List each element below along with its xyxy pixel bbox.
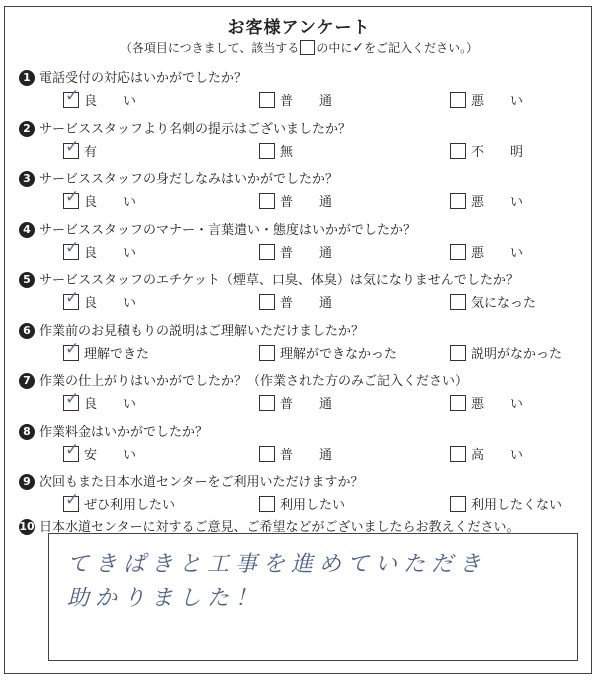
question-7 xyxy=(19,370,468,389)
question-text: サービススタッフの身だしなみはいかがでしたか？ xyxy=(39,172,339,187)
checkbox[interactable] xyxy=(450,496,466,512)
option-label: 理解できた xyxy=(84,346,150,362)
checkbox[interactable] xyxy=(259,395,275,411)
checked-checkbox[interactable] xyxy=(63,496,79,512)
question-5 xyxy=(19,269,519,288)
checkbox[interactable] xyxy=(259,496,275,512)
question-1 xyxy=(19,67,247,86)
checkbox[interactable] xyxy=(259,143,275,159)
question-9-option-3[interactable] xyxy=(450,494,562,513)
checked-checkbox[interactable] xyxy=(63,446,79,462)
checkbox[interactable] xyxy=(450,446,466,462)
question-number-badge: 5 xyxy=(19,272,35,288)
question-2 xyxy=(19,118,351,137)
question-9-option-2[interactable] xyxy=(259,494,345,513)
question-4-option-1[interactable] xyxy=(63,242,136,261)
checkbox[interactable] xyxy=(450,244,466,260)
checked-checkbox[interactable] xyxy=(63,143,79,159)
option-label: 安 い xyxy=(84,447,137,463)
question-1-option-1[interactable] xyxy=(63,90,136,109)
question-text: 電話受付の対応はいかがでしたか？ xyxy=(39,71,248,86)
question-number-badge: 6 xyxy=(19,323,35,339)
option-label: 普 通 xyxy=(280,94,333,109)
question-1-option-2[interactable] xyxy=(259,90,332,109)
checkbox[interactable] xyxy=(450,294,466,310)
question-number-badge: 9 xyxy=(19,474,35,490)
checkbox[interactable] xyxy=(259,345,275,361)
question-8-option-2[interactable] xyxy=(259,444,332,463)
option-label: 普 通 xyxy=(280,296,333,311)
question-2-option-3[interactable] xyxy=(450,141,523,160)
question-number-badge: 10 xyxy=(19,520,35,533)
handwritten-comment-line-1: てきぱきと工事を進めていただき xyxy=(67,552,488,577)
checkbox[interactable] xyxy=(259,92,275,108)
option-label: 不 明 xyxy=(471,144,524,160)
checkbox[interactable] xyxy=(259,244,275,260)
question-5-option-2[interactable] xyxy=(259,292,332,311)
option-label: 悪 い xyxy=(471,397,524,412)
question-text: 日本水道センターに対するご意見、ご希望などがございましたらお教えください。 xyxy=(39,520,520,535)
option-label: 悪 い xyxy=(471,245,524,261)
question-7-option-2[interactable] xyxy=(259,393,332,412)
option-label: 良 い xyxy=(84,296,137,311)
checked-checkbox[interactable] xyxy=(63,92,79,108)
question-5-option-3[interactable] xyxy=(450,292,536,311)
checkbox[interactable] xyxy=(259,446,275,462)
checked-checkbox[interactable] xyxy=(63,345,79,361)
question-text: サービススタッフのエチケット（煙草、口臭、体臭）は気になりませんでしたか？ xyxy=(39,273,519,288)
question-8-option-3[interactable] xyxy=(450,444,523,463)
question-1-option-3[interactable] xyxy=(450,90,523,109)
question-text: 次回もまた日本水道センターをご利用いただけますか？ xyxy=(39,475,364,490)
instruction-line xyxy=(5,39,593,56)
checkbox[interactable] xyxy=(259,294,275,310)
checkbox[interactable] xyxy=(450,193,466,209)
question-3-option-3[interactable] xyxy=(450,191,523,210)
option-label: 有 xyxy=(84,144,98,160)
survey-sheet xyxy=(4,6,592,674)
survey-title: お客様アンケート xyxy=(227,18,371,38)
question-6-option-1[interactable] xyxy=(63,343,149,362)
question-9 xyxy=(19,471,363,490)
option-label: 普 通 xyxy=(280,195,333,210)
instruction-suffix: をご記入ください。） xyxy=(364,41,479,55)
question-3-option-2[interactable] xyxy=(259,191,332,210)
checkbox[interactable] xyxy=(259,193,275,209)
question-6-option-2[interactable] xyxy=(259,343,397,362)
question-text: サービススタッフより名刺の提示はございましたか？ xyxy=(39,121,352,137)
question-text: 作業の仕上がりはいかがでしたか？（作業された方のみご記入ください） xyxy=(39,374,469,389)
option-label: 利用したくない xyxy=(471,498,563,513)
question-text: サービススタッフのマナー・言葉遣い・態度はいかがでしたか？ xyxy=(39,222,417,238)
question-number-badge: 3 xyxy=(19,171,35,187)
option-label: 説明がなかった xyxy=(471,346,563,362)
question-9-option-1[interactable] xyxy=(63,494,175,513)
option-label: 良 い xyxy=(84,195,137,210)
question-6 xyxy=(19,320,364,339)
option-label: 悪 い xyxy=(471,94,524,109)
question-6-option-3[interactable] xyxy=(450,343,562,362)
question-8-option-1[interactable] xyxy=(63,444,136,463)
checkbox[interactable] xyxy=(450,345,466,361)
question-4-option-3[interactable] xyxy=(450,242,523,261)
question-2-option-2[interactable] xyxy=(259,141,293,160)
checkbox[interactable] xyxy=(450,143,466,159)
question-text: 作業前のお見積もりの説明はご理解いただけましたか？ xyxy=(39,323,365,339)
handwritten-comment-line-2: 助かりました！ xyxy=(67,586,264,611)
option-label: 気になった xyxy=(471,296,537,311)
checkbox[interactable] xyxy=(450,92,466,108)
question-8 xyxy=(19,421,208,440)
instruction-mid: の中に xyxy=(316,41,353,55)
option-label: 悪 い xyxy=(471,195,524,210)
question-4 xyxy=(19,219,416,238)
option-label: 普 通 xyxy=(280,447,333,463)
option-label: 利用したい xyxy=(280,498,346,513)
question-3 xyxy=(19,168,338,187)
checked-checkbox[interactable] xyxy=(63,395,79,411)
question-7-option-3[interactable] xyxy=(450,393,523,412)
checked-checkbox[interactable] xyxy=(63,193,79,209)
option-label: 良 い xyxy=(84,245,137,261)
checkbox-sample-icon xyxy=(300,40,315,55)
question-number-badge: 2 xyxy=(19,121,35,137)
check-mark-icon: ✓ xyxy=(352,40,365,56)
question-4-option-2[interactable] xyxy=(259,242,332,261)
checkbox[interactable] xyxy=(450,395,466,411)
question-text: 作業料金はいかがでしたか？ xyxy=(39,424,209,440)
option-label: 普 通 xyxy=(280,397,333,412)
option-label: 高 い xyxy=(471,447,524,463)
question-number-badge: 1 xyxy=(19,70,35,86)
question-7-option-1[interactable] xyxy=(63,393,136,412)
option-label: 良 い xyxy=(84,397,137,412)
question-5-option-1[interactable] xyxy=(63,292,136,311)
checked-checkbox[interactable] xyxy=(63,294,79,310)
option-label: ぜひ利用したい xyxy=(84,498,176,513)
question-number-badge: 8 xyxy=(19,424,35,440)
checked-checkbox[interactable] xyxy=(63,244,79,260)
option-label: 普 通 xyxy=(280,245,333,261)
question-number-badge: 7 xyxy=(19,373,35,389)
option-label: 良 い xyxy=(84,94,137,109)
instruction-prefix: （各項目につきまして、該当する xyxy=(119,41,300,55)
question-number-badge: 4 xyxy=(19,222,35,238)
option-label: 無 xyxy=(280,144,294,160)
question-2-option-1[interactable] xyxy=(63,141,97,160)
question-3-option-1[interactable] xyxy=(63,191,136,210)
option-label: 理解ができなかった xyxy=(280,346,398,362)
